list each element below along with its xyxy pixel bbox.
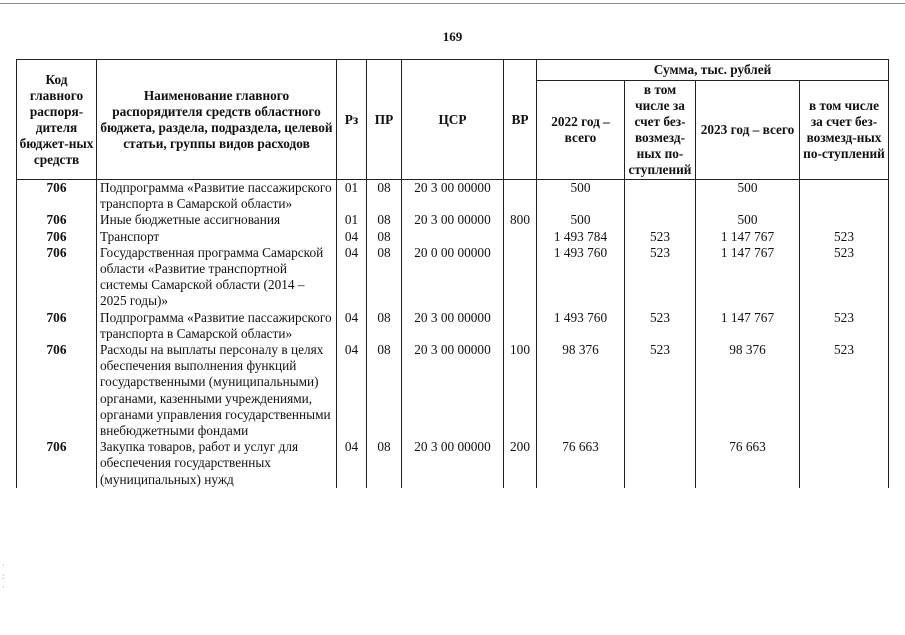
cell-csr: 20 3 00 00000 [402,439,504,488]
header-2023-total: 2023 год – всего [696,81,800,180]
cell-name: Подпрограмма «Развитие пассажирского транспорта в Самарской области» [97,180,337,213]
cell-rz: 01 [337,180,367,213]
cell-rz: 04 [337,229,367,245]
cell-pr: 08 [367,310,402,342]
cell-pr: 08 [367,229,402,245]
cell-code: 706 [17,245,97,310]
cell-2022-free [625,212,696,228]
cell-2022-total: 1 493 784 [537,229,625,245]
cell-2023-free: 523 [800,245,889,310]
table-row [17,310,889,342]
cell-2022-total: 500 [537,212,625,228]
header-code: Код главного распоря-дителя бюджет-ных средств [17,60,97,180]
header-2022-total: 2022 год – всего [537,81,625,180]
cell-code: 706 [17,439,97,488]
table-row [17,229,889,245]
cell-vr [504,180,537,213]
table-row [17,245,889,310]
cell-vr: 800 [504,212,537,228]
table-row [17,439,889,488]
header-name: Наименование главного распорядителя средств областного бюджета, раздела, подраздела, целевой статьи, группы видов расходов [97,60,337,180]
cell-code: 706 [17,310,97,342]
cell-csr [402,229,504,245]
cell-2023-free: 523 [800,310,889,342]
cell-csr: 20 3 00 00000 [402,180,504,213]
cell-2022-total: 500 [537,180,625,213]
cell-name: Расходы на выплаты персоналу в целях обеспечения выполнения функций государственными (муниципальными) органами, казенными учреждениями, органами управления государственными внебюджетными фондами [97,342,337,439]
cell-name: Закупка товаров, работ и услуг для обеспечения государственных (муниципальных) нужд [97,439,337,488]
cell-2023-total: 76 663 [696,439,800,488]
table-row [17,342,889,439]
cell-2022-total: 98 376 [537,342,625,439]
header-rz: Рз [337,60,367,180]
scan-artifact: · : · [2,560,5,592]
page-top-rule [0,3,905,4]
cell-rz: 04 [337,342,367,439]
cell-rz: 04 [337,245,367,310]
cell-name: Государственная программа Самарской области «Развитие транспортной системы Самарской области (2014 – 2025 годы)» [97,245,337,310]
table-row [17,212,889,228]
cell-2023-free: 523 [800,229,889,245]
cell-2022-total: 1 493 760 [537,310,625,342]
header-pr: ПР [367,60,402,180]
cell-csr: 20 3 00 00000 [402,342,504,439]
cell-code: 706 [17,180,97,213]
cell-name: Подпрограмма «Развитие пассажирского транспорта в Самарской области» [97,310,337,342]
cell-rz: 04 [337,439,367,488]
cell-vr [504,245,537,310]
cell-pr: 08 [367,245,402,310]
header-sum: Сумма, тыс. рублей [537,60,889,81]
cell-2023-free: 523 [800,342,889,439]
cell-code: 706 [17,229,97,245]
page-number: 169 [442,29,463,44]
cell-csr: 20 0 00 00000 [402,245,504,310]
header-csr: ЦСР [402,60,504,180]
cell-2022-free: 523 [625,310,696,342]
cell-2022-free: 523 [625,229,696,245]
header-vr: ВР [504,60,537,180]
header-2022-free: в том числе за счет без-возмезд-ных по-ступлений [625,81,696,180]
cell-2023-total: 1 147 767 [696,245,800,310]
cell-vr [504,229,537,245]
cell-2022-free: 523 [625,245,696,310]
cell-csr: 20 3 00 00000 [402,212,504,228]
cell-pr: 08 [367,342,402,439]
cell-pr: 08 [367,212,402,228]
budget-table [16,59,889,488]
cell-2023-total: 1 147 767 [696,310,800,342]
cell-rz: 01 [337,212,367,228]
cell-pr: 08 [367,439,402,488]
cell-vr: 200 [504,439,537,488]
cell-2022-total: 76 663 [537,439,625,488]
cell-2023-total: 98 376 [696,342,800,439]
cell-2023-free [800,439,889,488]
header-2023-free: в том числе за счет без-возмезд-ных по-ступлений [800,81,889,180]
cell-2022-free [625,439,696,488]
cell-2022-free: 523 [625,342,696,439]
cell-csr: 20 3 00 00000 [402,310,504,342]
cell-pr: 08 [367,180,402,213]
cell-vr [504,310,537,342]
cell-2022-total: 1 493 760 [537,245,625,310]
cell-code: 706 [17,342,97,439]
cell-name: Иные бюджетные ассигнования [97,212,337,228]
cell-2023-free [800,212,889,228]
cell-2023-total: 500 [696,212,800,228]
cell-2023-free [800,180,889,213]
cell-code: 706 [17,212,97,228]
cell-vr: 100 [504,342,537,439]
cell-name: Транспорт [97,229,337,245]
cell-2022-free [625,180,696,213]
cell-rz: 04 [337,310,367,342]
cell-2023-total: 500 [696,180,800,213]
cell-2023-total: 1 147 767 [696,229,800,245]
table-row [17,180,889,213]
